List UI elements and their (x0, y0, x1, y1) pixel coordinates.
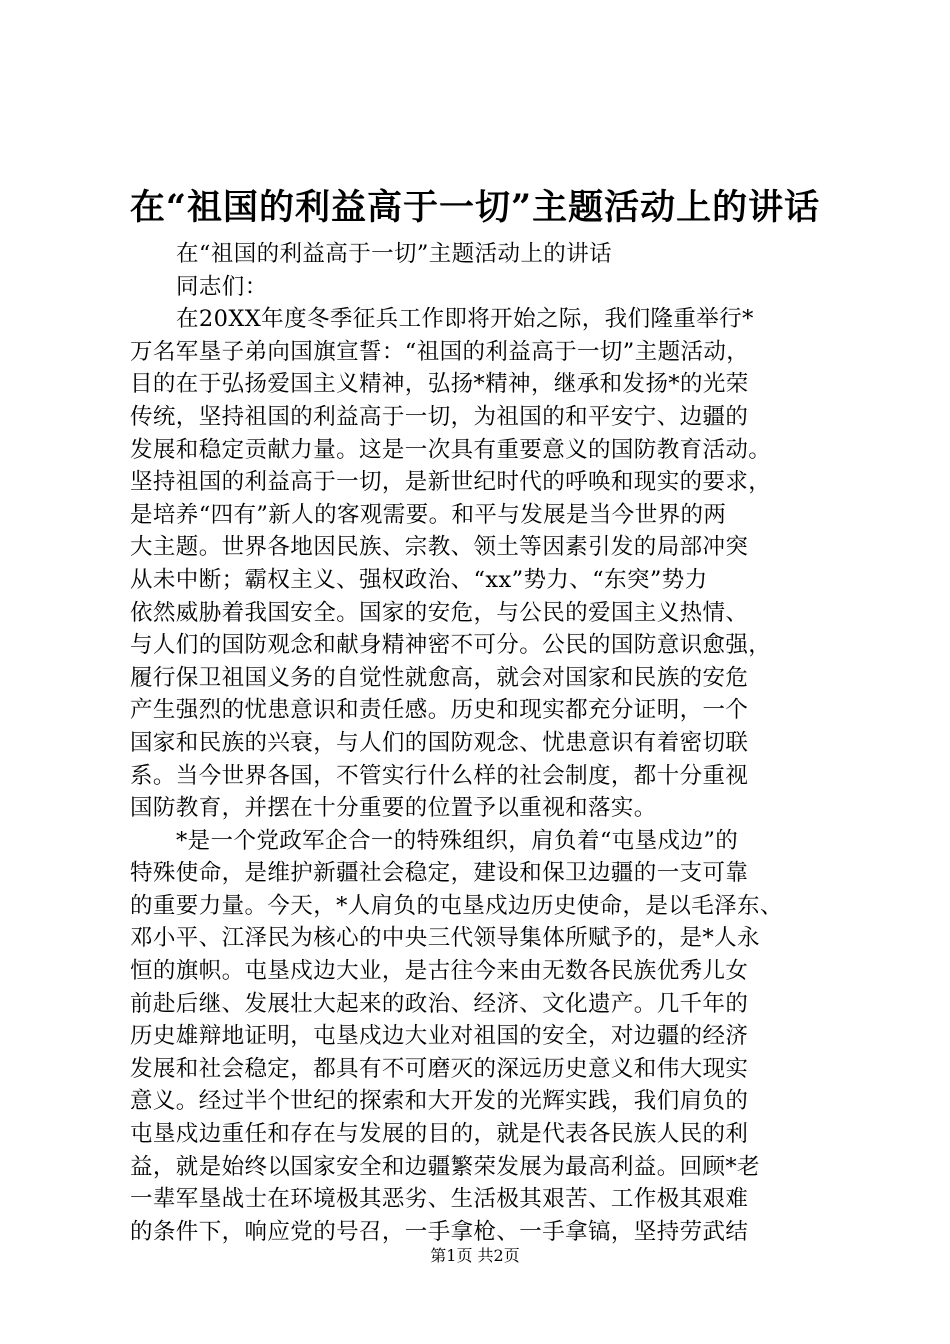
salutation-line: 同志们： (176, 273, 268, 300)
body-line: 国家和民族的兴衰，与人们的国防观念、忧患意识有着密切联 (130, 729, 749, 756)
body-line: 万名军垦子弟向国旗宣誓：“祖国的利益高于一切”主题活动， (130, 338, 750, 365)
body-line: 一辈军垦战士在环境极其恶劣、生活极其艰苦、工作极其艰难 (130, 1186, 749, 1213)
body-line: 从未中断；霸权主义、强权政治、“xx”势力、“东突”势力 (130, 566, 708, 593)
body-line: 是培养“四有”新人的客观需要。和平与发展是当今世界的两 (130, 501, 727, 528)
body-line: 的条件下，响应党的号召，一手拿枪、一手拿镐，坚持劳武结 (130, 1218, 749, 1245)
document-title: 在“祖国的利益高于一切”主题活动上的讲话 (129, 187, 821, 228)
body-line: 屯垦戍边重任和存在与发展的目的，就是代表各民族人民的利 (130, 1121, 749, 1148)
body-line: 国防教育，并摆在十分重要的位置予以重视和落实。 (130, 795, 657, 822)
body-line: 依然威胁着我国安全。国家的安危，与公民的爱国主义热情、 (130, 599, 749, 626)
body-line: 大主题。世界各地因民族、宗教、领土等因素引发的局部冲突 (130, 534, 749, 561)
body-line: 益，就是始终以国家安全和边疆繁荣发展为最高利益。回顾*老 (130, 1153, 760, 1180)
body-line: 发展和社会稳定，都具有不可磨灭的深远历史意义和伟大现实 (130, 1055, 749, 1082)
document-body (130, 238, 830, 1248)
subtitle-line: 在“祖国的利益高于一切”主题活动上的讲话 (176, 241, 613, 267)
body-line: 特殊使命，是维护新疆社会稳定，建设和保卫边疆的一支可靠 (130, 860, 749, 887)
body-line: 目的在于弘扬爱国主义精神，弘扬*精神，继承和发扬*的光荣 (130, 371, 749, 398)
body-line: 的重要力量。今天，*人肩负的屯垦戍边历史使命，是以毛泽东、 (130, 892, 783, 919)
body-line: 历史雄辩地证明，屯垦戍边大业对祖国的安全，对边疆的经济 (130, 1023, 749, 1050)
body-line: 恒的旗帜。屯垦戍边大业，是古往今来由无数各民族优秀儿女 (130, 958, 749, 985)
body-line: 履行保卫祖国义务的自觉性就愈高，就会对国家和民族的安危 (130, 664, 749, 691)
body-line: 在20XX年度冬季征兵工作即将开始之际，我们隆重举行* (176, 306, 754, 333)
body-line: 系。当今世界各国，不管实行什么样的社会制度，都十分重视 (130, 762, 749, 789)
body-line: 邓小平、江泽民为核心的中央三代领导集体所赋予的，是*人永 (130, 925, 760, 952)
body-line: 产生强烈的忧患意识和责任感。历史和现实都充分证明，一个 (130, 697, 749, 724)
body-line: 与人们的国防观念和献身精神密不可分。公民的国防意识愈强， (130, 632, 772, 659)
body-line: 前赴后继、发展壮大起来的政治、经济、文化遗产。几千年的 (130, 990, 749, 1017)
body-line: 意义。经过半个世纪的探索和大开发的光辉实践，我们肩负的 (130, 1088, 749, 1115)
page-indicator: 第1页 共2页 (430, 1246, 520, 1265)
body-line: 坚持祖国的利益高于一切，是新世纪时代的呼唤和现实的要求， (130, 469, 772, 496)
body-line: *是一个党政军企合一的特殊组织，肩负着“屯垦戍边”的 (176, 827, 739, 854)
body-line: 传统，坚持祖国的利益高于一切，为祖国的和平安宁、边疆的 (130, 403, 749, 430)
body-line: 发展和稳定贡献力量。这是一次具有重要意义的国防教育活动。 (130, 436, 772, 463)
